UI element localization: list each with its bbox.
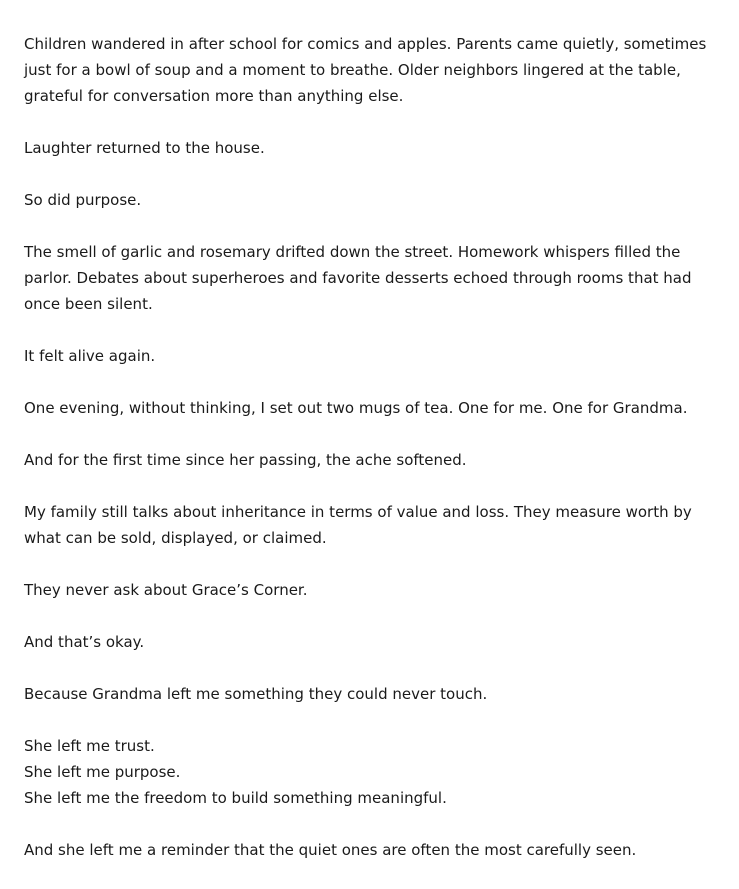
partial-line-top xyxy=(24,0,724,5)
paragraph-family-inheritance: My family still talks about inheritance in terms of value and loss. They measure worth by what can be sold, displayed, or claimed. xyxy=(24,503,692,547)
paragraph-thats-okay: And that’s okay. xyxy=(24,633,145,651)
paragraph-so-did-purpose: So did purpose. xyxy=(24,191,142,209)
paragraph-graces-corner: They never ask about Grace’s Corner. xyxy=(24,581,308,599)
paragraph-she-left-me: She left me trust. She left me purpose. She left me the freedom to build something meaningful. xyxy=(24,737,447,807)
paragraph-laughter-returned: Laughter returned to the house. xyxy=(24,139,265,157)
paragraph-children-wandered: Children wandered in after school for comics and apples. Parents came quietly, sometimes just for a bowl of soup and a moment to breathe. Older neighbors lingered at the table, grateful for conversation more than anything else. xyxy=(24,35,707,105)
article-body xyxy=(24,0,724,889)
paragraph-felt-alive: It felt alive again. xyxy=(24,347,156,365)
paragraph-never-touch: Because Grandma left me something they could never touch. xyxy=(24,685,488,703)
paragraph-smell-of-garlic: The smell of garlic and rosemary drifted down the street. Homework whispers filled the parlor. Debates about superheroes and favorite desserts echoed through rooms that had once been silent. xyxy=(24,243,692,313)
paragraph-quiet-ones: And she left me a reminder that the quiet ones are often the most carefully seen. xyxy=(24,841,637,859)
paragraph-two-mugs: One evening, without thinking, I set out two mugs of tea. One for me. One for Grandma. xyxy=(24,399,688,417)
paragraph-ache-softened: And for the first time since her passing, the ache softened. xyxy=(24,451,467,469)
